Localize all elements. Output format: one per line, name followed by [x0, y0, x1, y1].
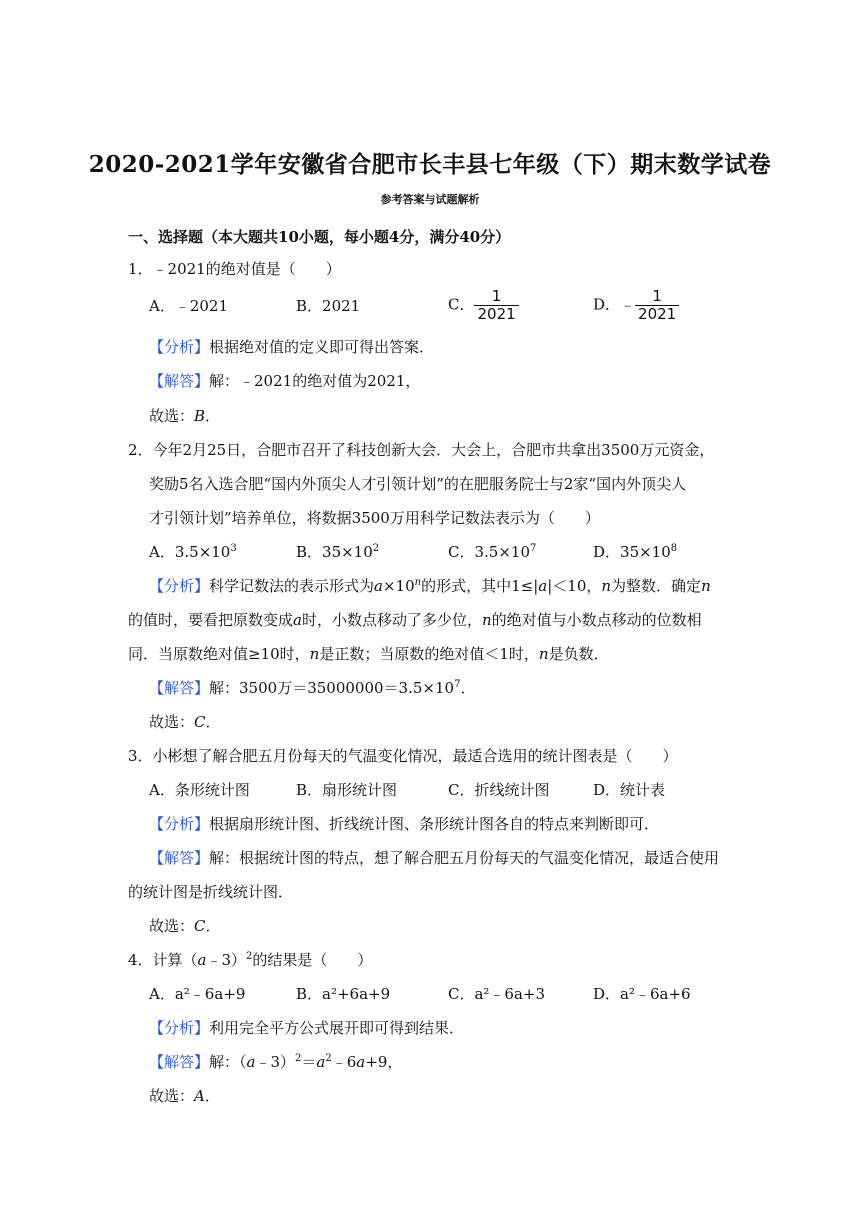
q2-option-d: D．$35\times 10^8$ [593, 543, 678, 561]
answer-tag: 【解答】 [149, 372, 210, 390]
q1-choice: 故选：B． [149, 407, 221, 425]
q2-option-b: B．$35\times 10^2$ [296, 543, 380, 561]
q4-option-a: A．a²﹣6a+9 [149, 985, 246, 1003]
section-heading: 一、选择题（本大题共10小题，每小题4分，满分40分） [128, 228, 511, 246]
q1-option-c-label: C． [448, 295, 475, 314]
q1-option-b: B．2021 [296, 297, 361, 315]
q1-option-a: A．﹣2021 [149, 297, 229, 315]
q1-stem: 1．﹣2021的绝对值是（ ） [128, 260, 341, 278]
fraction-numerator: 1 [652, 287, 662, 305]
analysis-tag: 【分析】 [149, 815, 210, 833]
fraction-denominator: 2021 [474, 305, 518, 323]
page-title: 2020-2021学年安徽省合肥市长丰县七年级（下）期末数学试卷 [88, 151, 772, 178]
q2-stem-line-1: 2．今年2月25日，合肥市召开了科技创新大会．大会上，合肥市共拿出3500万元资金， [128, 441, 715, 459]
q4-answer: 【解答】解：$(a﹣3)^2=a^2﹣6a+9$， [149, 1053, 403, 1071]
q3-option-a: A．条形统计图 [149, 781, 250, 799]
fraction-denominator: 2021 [635, 305, 679, 323]
q1-option-d [593, 288, 679, 323]
q2-analysis-line-1: 【分析】科学记数法的表示形式为$a\times 10^n$的形式，其中1≤|a|＜10，n为整数．确定n [149, 577, 711, 595]
q3-answer-line-2: 的统计图是折线统计图． [128, 883, 294, 901]
q1-option-d-fraction [635, 288, 679, 323]
q1-option-c-fraction [474, 288, 518, 323]
q4-option-c: C．a²﹣6a+3 [448, 985, 546, 1003]
q4-option-d: D．a²﹣6a+6 [593, 985, 691, 1003]
q1-option-d-label: D． [593, 295, 621, 314]
q2-answer: 【解答】解：3500万$=35000000=3.5\times 10^7$． [149, 679, 476, 697]
q4-stem: 4．计算（a﹣3）$^2$的结果是（ ） [128, 951, 373, 969]
answer-tag: 【解答】 [149, 1053, 210, 1071]
q3-option-c: C．折线统计图 [448, 781, 550, 799]
q3-analysis: 【分析】根据扇形统计图、折线统计图、条形统计图各自的特点来判断即可． [149, 815, 660, 833]
q3-stem: 3．小彬想了解合肥五月份每天的气温变化情况，最适合选用的统计图表是（ ） [128, 747, 678, 765]
q2-stem-line-2: 奖励5名入选合肥“国内外顶尖人才引领计划”的在肥服务院士与2家“国内外顶尖人 [149, 475, 687, 493]
q2-analysis-line-3: 同．当原数绝对值≥10时，n是正数；当原数的绝对值＜1时，n是负数． [128, 645, 609, 663]
analysis-tag: 【分析】 [149, 1019, 210, 1037]
fraction-numerator: 1 [491, 287, 502, 305]
q3-answer-line-1: 【解答】解：根据统计图的特点，想了解合肥五月份每天的气温变化情况，最适合使用 [149, 849, 720, 867]
q3-option-d: D．统计表 [593, 781, 666, 799]
analysis-tag: 【分析】 [149, 338, 210, 356]
q1-answer: 【解答】解：﹣2021的绝对值为2021， [149, 372, 421, 390]
q2-analysis-line-2: 的值时，要看把原数变成a时，小数点移动了多少位，n的绝对值与小数点移动的位数相 [128, 611, 702, 629]
q4-option-b: B．a²+6a+9 [296, 985, 391, 1003]
q2-option-c: C．$3.5\times 10^7$ [448, 543, 537, 561]
q1-analysis: 【分析】根据绝对值的定义即可得出答案． [149, 338, 435, 356]
q3-choice: 故选：C． [149, 917, 221, 935]
q3-option-b: B．扇形统计图 [296, 781, 398, 799]
q1-option-c [448, 288, 519, 323]
answer-tag: 【解答】 [149, 849, 210, 867]
page-subtitle: 参考答案与试题解析 [380, 193, 480, 206]
q2-stem-line-3: 才引领计划”培养单位，将数据3500万用科学记数法表示为（ ） [149, 509, 600, 527]
q1-option-d-sign: ﹣ [620, 295, 636, 314]
q2-choice: 故选：C． [149, 713, 221, 731]
q4-analysis: 【分析】利用完全平方公式展开即可得到结果． [149, 1019, 465, 1037]
answer-tag: 【解答】 [149, 679, 210, 697]
q4-choice: 故选：A． [149, 1087, 220, 1105]
q2-option-a: A．$3.5\times 10^3$ [149, 543, 237, 561]
analysis-tag: 【分析】 [149, 577, 210, 595]
